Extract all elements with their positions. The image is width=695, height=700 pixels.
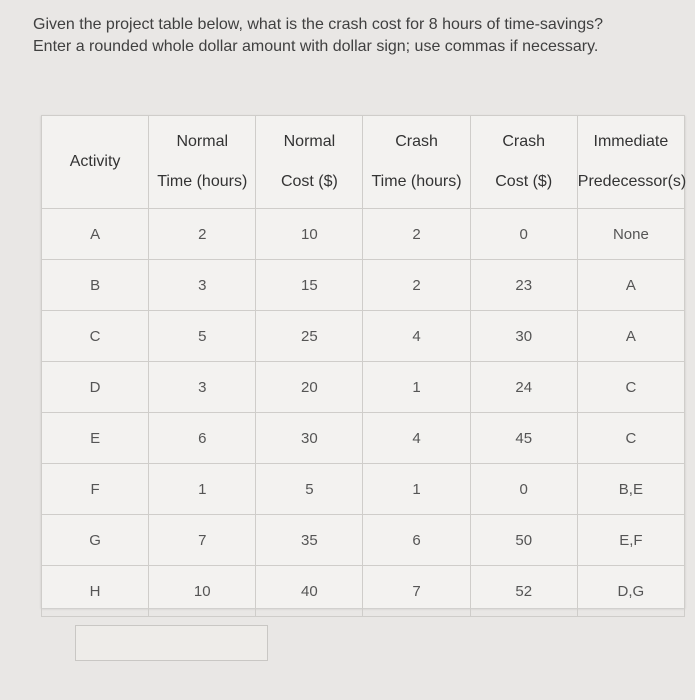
table-cell: 52: [470, 566, 577, 617]
table-cell: C: [577, 362, 684, 413]
table-cell: 4: [363, 311, 470, 362]
table-cell: 5: [149, 311, 256, 362]
column-header: [363, 116, 470, 209]
table-cell: 30: [470, 311, 577, 362]
table-cell: 50: [470, 515, 577, 566]
table-cell: 15: [256, 260, 363, 311]
table-cell: None: [577, 209, 684, 260]
table-row: [42, 413, 685, 464]
table-cell: A: [577, 311, 684, 362]
table-cell: A: [577, 260, 684, 311]
table-cell: 2: [363, 260, 470, 311]
table-cell: 6: [149, 413, 256, 464]
table-cell: 45: [470, 413, 577, 464]
table-row: [42, 515, 685, 566]
table-cell: 30: [256, 413, 363, 464]
table-cell: D: [42, 362, 149, 413]
table-cell: 24: [470, 362, 577, 413]
table-cell: 20: [256, 362, 363, 413]
table-cell: 40: [256, 566, 363, 617]
table-row: [42, 566, 685, 617]
table-cell: 23: [470, 260, 577, 311]
table-row: [42, 311, 685, 362]
table-row: [42, 464, 685, 515]
table-cell: 5: [256, 464, 363, 515]
table-row: [42, 209, 685, 260]
column-header-line1: Normal: [176, 133, 229, 150]
column-header-line2: Predecessor(s): [577, 173, 687, 190]
column-header-line1: Crash: [395, 133, 438, 150]
table-cell: D,G: [577, 566, 684, 617]
table-cell: 4: [363, 413, 470, 464]
table-cell: E,F: [577, 515, 684, 566]
table-cell: 35: [256, 515, 363, 566]
table-cell: 1: [363, 464, 470, 515]
table-cell: 0: [470, 464, 577, 515]
column-header-line2: Cost ($): [280, 173, 338, 190]
column-header: [42, 116, 149, 209]
column-header-line1: Normal: [283, 133, 336, 150]
table-cell: B: [42, 260, 149, 311]
table-cell: 10: [149, 566, 256, 617]
table-cell: F: [42, 464, 149, 515]
table-cell: H: [42, 566, 149, 617]
column-header: [577, 116, 687, 209]
table-cell: 1: [363, 362, 470, 413]
table-cell: E: [42, 413, 149, 464]
table-cell: C: [577, 413, 684, 464]
table-cell: 10: [256, 209, 363, 260]
table-cell: 3: [149, 362, 256, 413]
table-cell: C: [42, 311, 149, 362]
question-line-1: Given the project table below, what is the crash cost for 8 hours of time-savings?: [33, 16, 604, 33]
table-cell: 1: [149, 464, 256, 515]
column-header: [256, 116, 363, 209]
table-cell: 7: [363, 566, 470, 617]
column-header-line2: Activity: [69, 153, 121, 170]
project-table-container: [41, 115, 685, 608]
table-cell: 3: [149, 260, 256, 311]
column-header-line1: Immediate: [593, 133, 669, 150]
table-cell: 6: [363, 515, 470, 566]
project-table: [41, 115, 685, 617]
table-row: [42, 362, 685, 413]
table-cell: 7: [149, 515, 256, 566]
table-cell: 0: [470, 209, 577, 260]
question-line-2: Enter a rounded whole dollar amount with dollar sign; use commas if necessary.: [33, 38, 599, 55]
table-cell: 2: [149, 209, 256, 260]
table-cell: G: [42, 515, 149, 566]
table-header-row: [42, 116, 685, 209]
column-header-line2: Time (hours): [157, 173, 248, 190]
answer-input[interactable]: [75, 625, 268, 661]
column-header: [149, 116, 256, 209]
column-header: [470, 116, 577, 209]
table-cell: B,E: [577, 464, 684, 515]
column-header-line1: Crash: [502, 133, 546, 150]
column-header-line2: Cost ($): [495, 173, 553, 190]
table-cell: 2: [363, 209, 470, 260]
table-cell: 25: [256, 311, 363, 362]
question-text: [33, 14, 683, 58]
table-row: [42, 260, 685, 311]
table-cell: A: [42, 209, 149, 260]
column-header-line2: Time (hours): [371, 173, 462, 190]
